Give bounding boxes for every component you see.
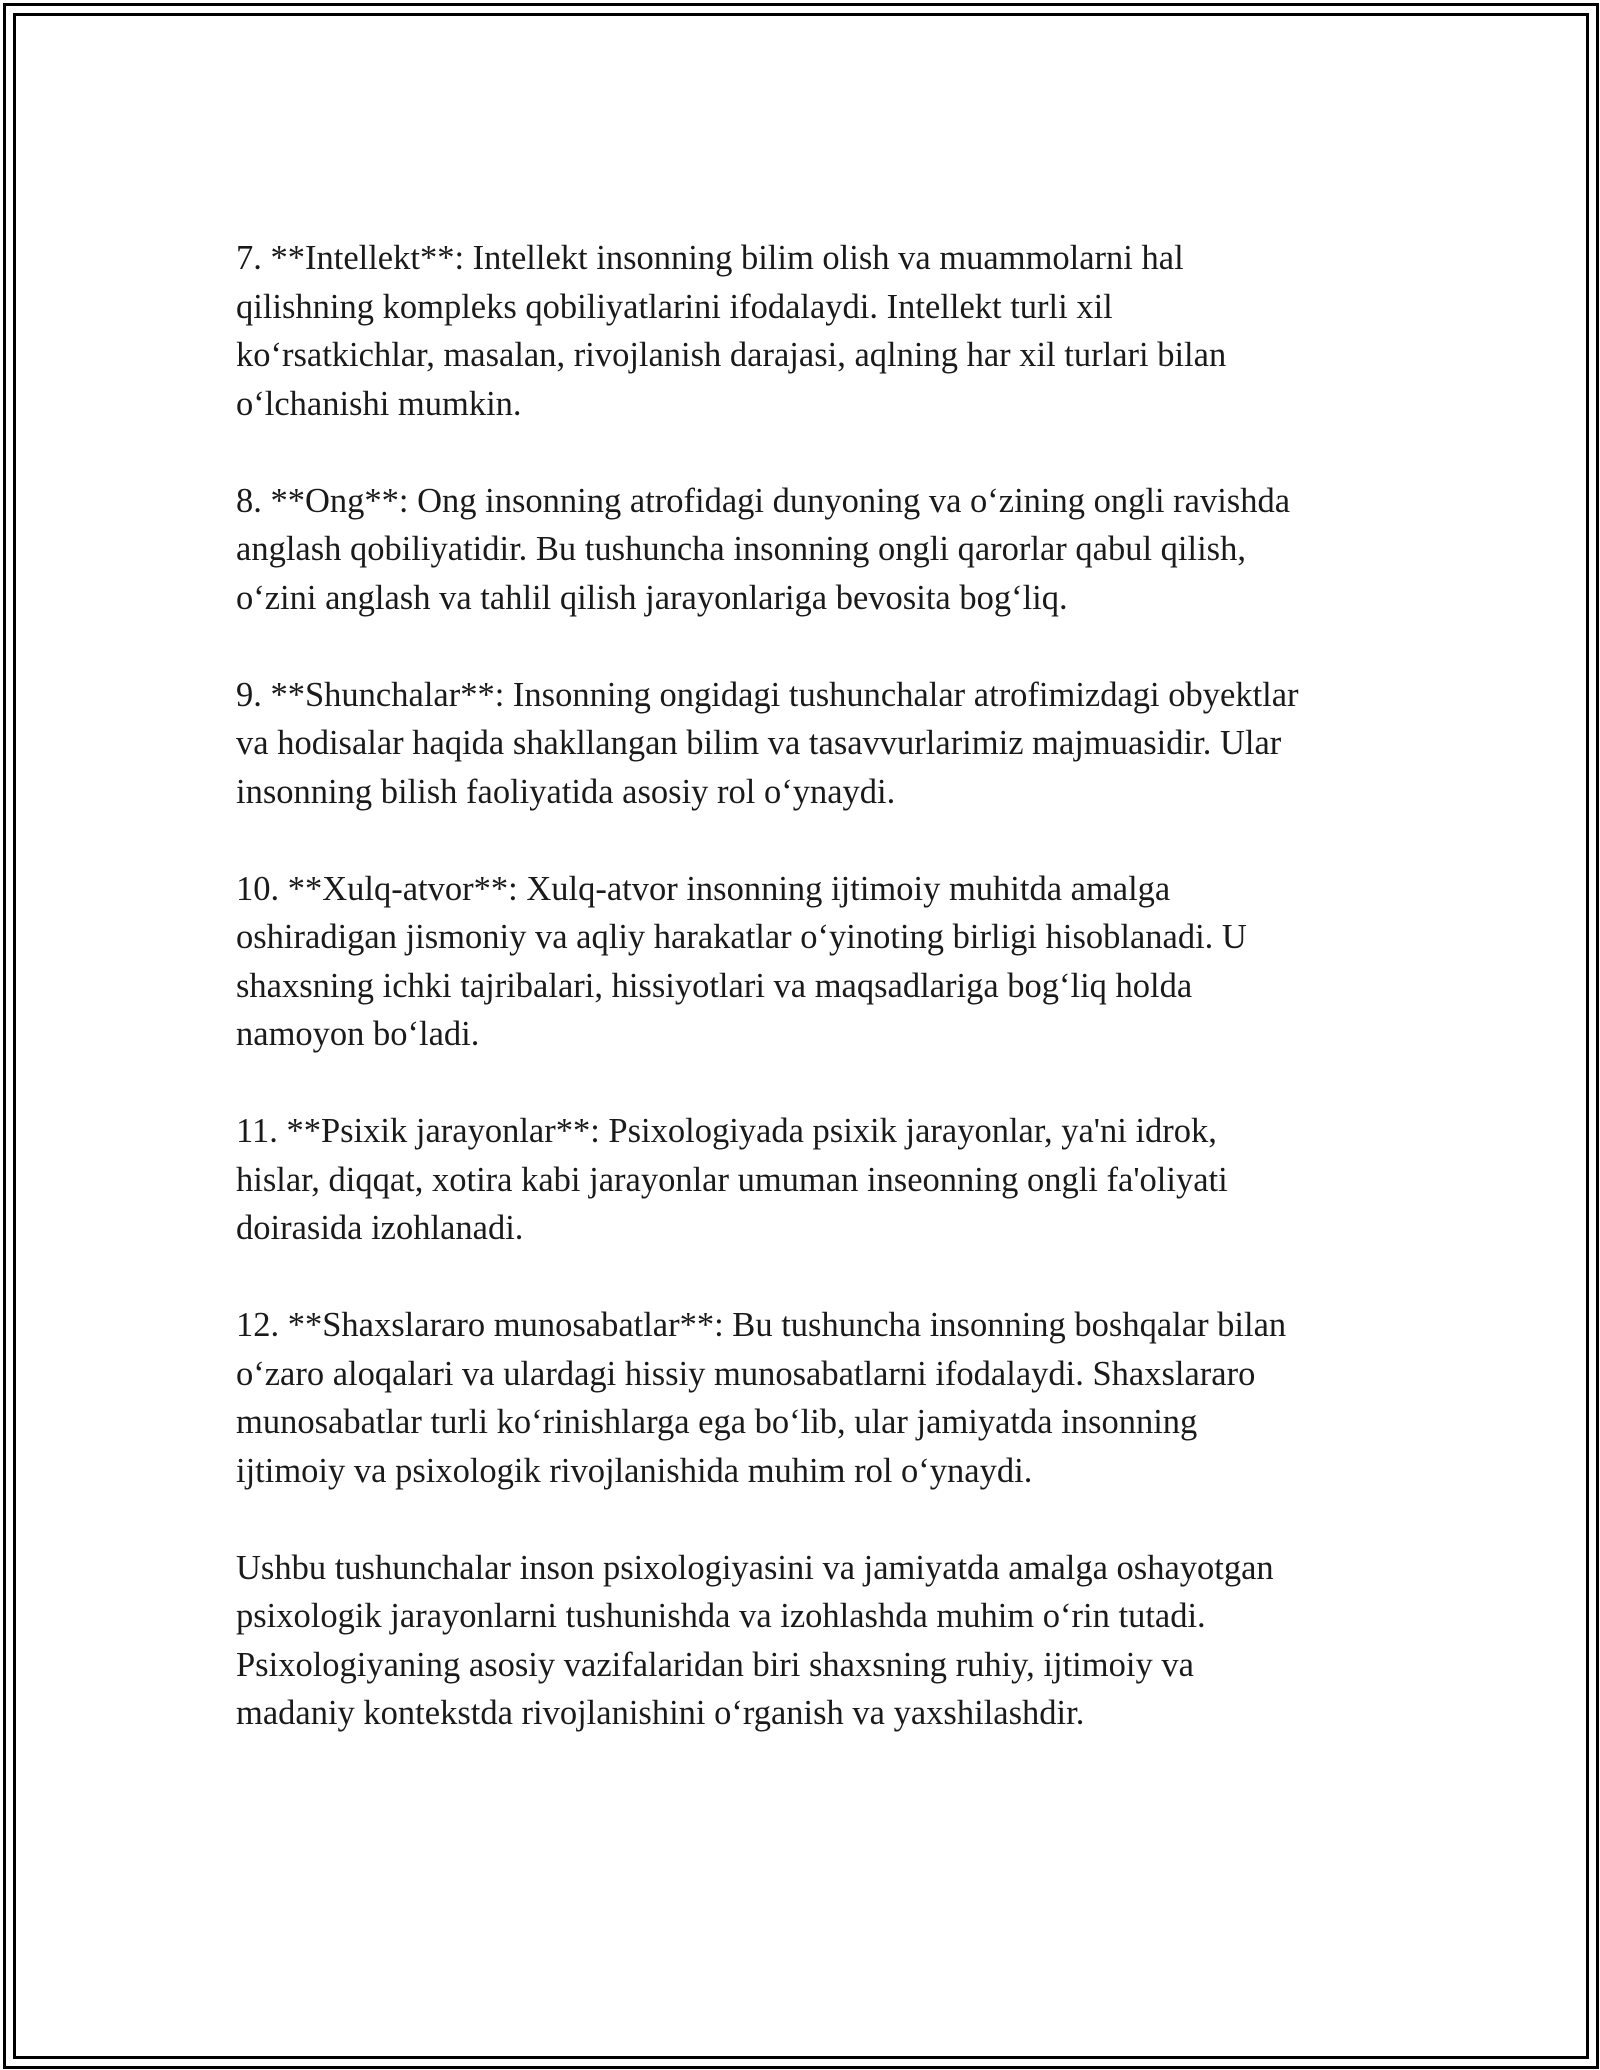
- paragraph-intellekt: 7. **Intellekt**: Intellekt insonning bilim olish va muammolarni hal qilishning kompleks qobiliyatlarini ifodalaydi. Intellekt turli xil ko‘rsatkichlar, masalan, rivojlanish darajasi, aqlning har xil turlari bilan o‘lchanishi mumkin.: [236, 239, 1227, 423]
- paragraph-ong: 8. **Ong**: Ong insonning atrofidagi dunyoning va o‘zining ongli ravishda anglash qobiliyatidir. Bu tushuncha insonning ongli qarorlar qabul qilish, o‘zini anglash va tahlil qilish jarayonlariga bevosita bog‘liq.: [236, 481, 1291, 617]
- paragraph-psixik-jarayonlar: 11. **Psixik jarayonlar**: Psixologiyada psixik jarayonlar, ya'ni idrok, hislar, diqqat, xotira kabi jarayonlar umuman inseonning ongli fa'oliyati doirasida izohlanadi.: [236, 1112, 1228, 1247]
- paragraph-xulq-atvor: 10. **Xulq-atvor**: Xulq-atvor insonning ijtimoiy muhitda amalga oshiradigan jismoniy va aqliy harakatlar o‘yinoting birligi hisoblanadi. U shaxsning ichki tajribalari, hissiyotlari va maqsadlariga bog‘liq holda namoyon bo‘ladi.: [236, 869, 1247, 1053]
- paragraph-shaxslararo-munosabatlar: 12. **Shaxslararo munosabatlar**: Bu tushuncha insonning boshqalar bilan o‘zaro aloqalari va ulardagi hissiy munosabatlarni ifodalaydi. Shaxslararo munosabatlar turli ko‘rinishlarga ega bo‘lib, ular jamiyatda insonning ijtimoiy va psixologik rivojlanishida muhim rol o‘ynaydi.: [236, 1306, 1287, 1490]
- paragraph-conclusion: Ushbu tushunchalar inson psixologiyasini va jamiyatda amalga oshayotgan psixologik jarayonlarni tushunishda va izohlashda muhim o‘rin tutadi. Psixologiyaning asosiy vazifalaridan biri shaxsning ruhiy, ijtimoiy va madaniy kontekstda rivojlanishini o‘rganish va yaxshilashdir.: [236, 1548, 1274, 1732]
- paragraph-shunchalar: 9. **Shunchalar**: Insonning ongidagi tushunchalar atrofimizdagi obyektlar va hodisalar haqida shakllangan bilim va tasavvurlarimiz majmuasidir. Ular insonning bilish faoliyatida asosiy rol o‘ynaydi.: [236, 675, 1299, 811]
- document-body: [236, 234, 1386, 1786]
